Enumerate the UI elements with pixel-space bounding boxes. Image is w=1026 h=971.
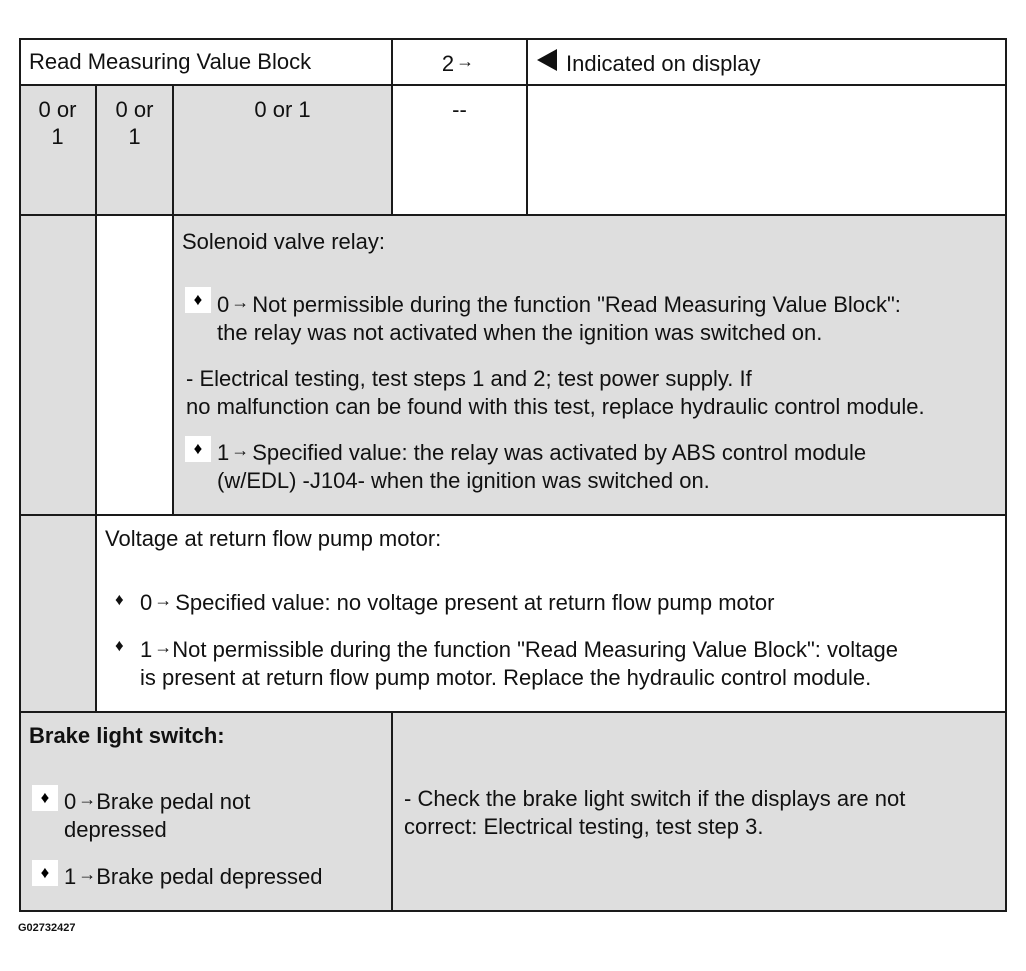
solenoid-item1-text: Specified value: the relay was activated by ABS control module [252,440,867,465]
brake-title: Brake light switch: [29,723,225,748]
arrow-right-icon: → [231,292,250,312]
solenoid-item0-line1 [217,291,901,320]
row1-col4-value: -- [452,97,467,122]
solenoid-item0-line2: the relay was not activated when the ignition was switched on. [217,320,823,345]
arrow-right-icon: → [78,789,97,809]
header-indicated-label: Indicated on display [566,51,761,76]
col-divider [391,711,393,912]
row-divider [19,711,1007,713]
solenoid-item0-value: 0 [217,292,230,317]
row-divider [19,214,1007,216]
solenoid-item1-line2: (w/EDL) -J104- when the ignition was switched on. [217,468,710,493]
pump-item1-value: 1 [140,637,153,662]
bullet-diamond-icon: ♦ [185,287,211,313]
brake-item0-text: Brake pedal not [96,789,251,814]
brake-item0-line1 [64,788,250,817]
bullet-diamond-icon: ♦ [115,590,124,609]
pump-item0-text: Specified value: no voltage present at return flow pump motor [175,590,775,615]
solenoid-item0-text: Not permissible during the function "Read Measuring Value Block": [252,292,901,317]
row1-col1-line2: 1 [51,124,64,149]
col-divider [526,38,528,215]
header-block-number [393,50,526,79]
header-title: Read Measuring Value Block [29,49,312,74]
brake-item1 [64,863,323,892]
brake-item0-line2: depressed [64,817,167,842]
brake-note-line2: correct: Electrical testing, test step 3. [404,814,764,839]
bullet-diamond-icon: ♦ [115,636,124,655]
pump-item1-line1 [140,636,898,665]
arrow-right-icon: → [231,440,250,460]
solenoid-note-line2: no malfunction can be found with this test, replace hydraulic control module. [186,394,925,419]
arrow-right-icon: → [154,637,173,657]
solenoid-item1-value: 1 [217,440,230,465]
bullet-diamond-icon: ♦ [32,860,58,886]
row1-col1-line1: 0 or [38,97,77,122]
brake-item0-value: 0 [64,789,77,814]
row1-col2-line1: 0 or [115,97,154,122]
measuring-value-table [19,38,1007,912]
pump-item1-line2: is present at return flow pump motor. Replace the hydraulic control module. [140,665,872,690]
row1-col2-line2: 1 [128,124,141,149]
block-number: 2 [441,51,455,76]
pump-title: Voltage at return flow pump motor: [105,526,442,551]
col-divider [95,84,97,712]
brake-item1-text: Brake pedal depressed [96,864,323,889]
bullet-diamond-icon: ♦ [32,785,58,811]
pump-item1-text: Not permissible during the function "Read Measuring Value Block": voltage [172,637,898,662]
solenoid-item1-line1 [217,439,866,468]
row-divider [19,84,1007,86]
pump-item0-value: 0 [140,590,153,615]
arrow-right-icon: → [456,51,475,71]
arrow-right-icon: → [154,590,173,610]
row-divider [19,514,1007,516]
arrow-right-icon: → [78,864,97,884]
bullet-diamond-icon: ♦ [185,436,211,462]
solenoid-note-line1: - Electrical testing, test steps 1 and 2; test power supply. If [186,366,752,391]
triangle-left-icon [537,49,557,71]
figure-id: G02732427 [18,922,76,934]
brake-note-line1: - Check the brake light switch if the displays are not [404,786,906,811]
brake-item1-value: 1 [64,864,77,889]
pump-item0 [140,589,774,618]
solenoid-title: Solenoid valve relay: [182,229,386,254]
row1-col3-value: 0 or 1 [254,97,311,122]
